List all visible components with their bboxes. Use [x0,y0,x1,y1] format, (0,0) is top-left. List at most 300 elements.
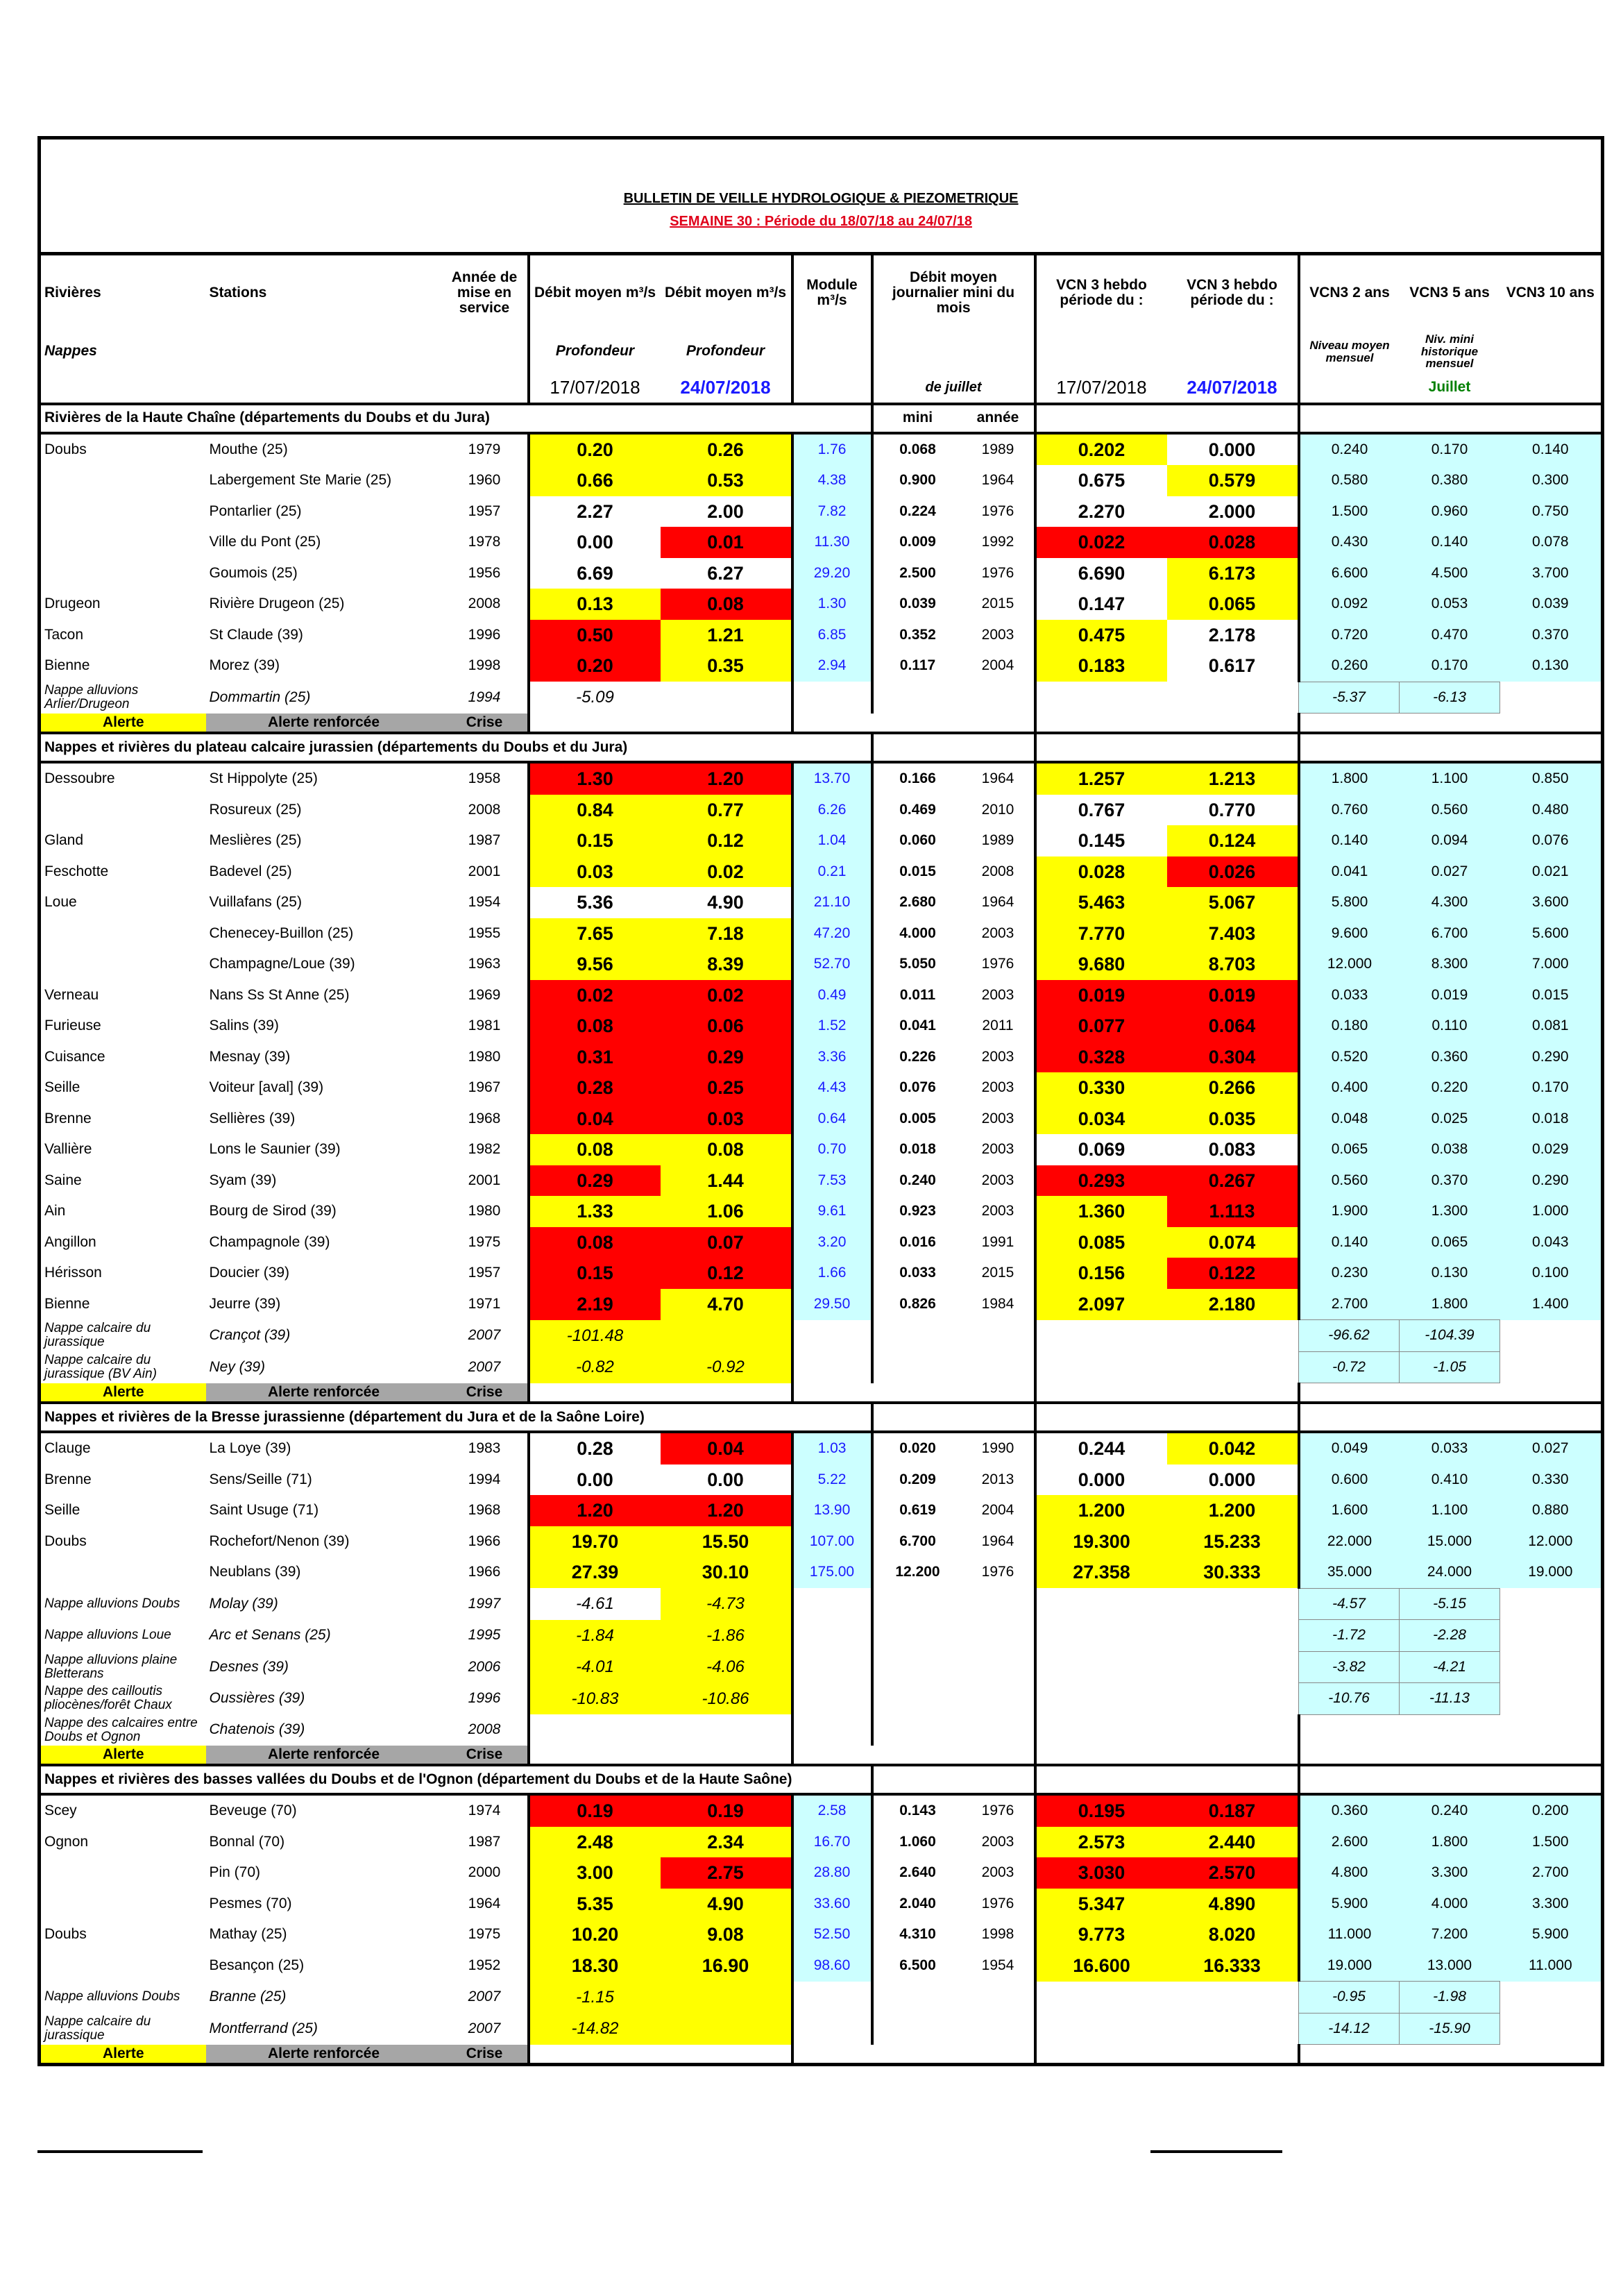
debit-mini-value: 2.500 [872,558,962,589]
profondeur-1: -5.09 [529,682,661,714]
station-row [40,1495,1603,1526]
debit-mini-value: 0.240 [872,1165,962,1197]
vcn3-5ans: 0.130 [1400,1258,1500,1289]
niveau-moyen: -14.12 [1299,2013,1400,2045]
station-row [40,1289,1603,1320]
vcn3-2ans: 2.700 [1299,1289,1400,1320]
debit-week-2: 0.04 [661,1432,792,1464]
legend-alerte: Alerte [40,2045,206,2065]
module-value: 47.20 [792,918,872,949]
debit-mini-year: 2003 [981,1141,1014,1158]
nappe-row [40,1651,1603,1683]
station-name: Vuillafans (25) [209,894,302,911]
legend-row [40,1383,1603,1403]
module-value: 21.10 [792,887,872,918]
blank [1167,1383,1299,1403]
blank [962,1620,1035,1652]
vcn3-10ans: 0.021 [1500,856,1603,888]
legend-crise: Crise [442,1746,529,1765]
year-in-service: 2001 [468,1172,501,1188]
debit-week-2: 0.35 [661,650,792,682]
section-title: Nappes et rivières de la Bresse jurassienne (département du Jura et de la Saône Loire) [40,1403,872,1432]
blank [872,1683,962,1715]
station-name: Bonnal (70) [209,1833,285,1850]
vcn3-5ans: 8.300 [1400,949,1500,980]
year-in-service: 1957 [468,503,501,519]
nappe-station: Montferrand (25) [209,2020,318,2036]
blank [872,1746,962,1765]
year-in-service: 2007 [468,1327,501,1344]
vcn3-10ans: 0.043 [1500,1227,1603,1258]
debit-week-1: 5.35 [529,1889,661,1920]
debit-week-1: 0.50 [529,620,661,651]
blank [792,2045,872,2065]
debit-week-1: 0.31 [529,1042,661,1073]
blank [792,2013,872,2045]
station-name: Mathay (25) [209,1926,287,1943]
station-row [40,1557,1603,1588]
blank [1035,1320,1167,1352]
debit-week-2: 1.06 [661,1196,792,1227]
module-value: 3.36 [792,1042,872,1073]
blank [872,2045,962,2065]
module-value: 0.64 [792,1104,872,1135]
nappe-name: Nappe des calcaires entre Doubs et Ognon [44,1715,198,1744]
vcn-week-2: 2.178 [1208,624,1256,645]
station-name: St Claude (39) [209,626,303,643]
debit-week-2: 0.19 [661,1794,792,1827]
debit-mini-year: 2015 [981,596,1014,612]
vcn3-2ans: 0.049 [1299,1432,1400,1464]
blank [1500,1683,1603,1715]
vcn3-10ans: 0.290 [1500,1042,1603,1073]
debit-week-2: 15.50 [661,1526,792,1558]
nappe-name: Nappe calcaire du jurassique (BV Ain) [44,1352,157,1381]
blank [661,1746,792,1765]
blank [1035,1683,1167,1715]
blank [962,1351,1035,1383]
header-niv-mini: Niv. mini historique mensuel [1420,332,1479,371]
legend-crise: Crise [442,2045,529,2065]
blank [1035,1588,1167,1620]
station-name: Champagnole (39) [209,1233,330,1250]
header-de-juillet: de juillet [872,373,1035,404]
vcn3-2ans: 6.600 [1299,558,1400,589]
profondeur-2 [661,682,792,714]
station-name: Salins (39) [209,1018,279,1034]
vcn3-2ans: 5.800 [1299,887,1400,918]
niveau-moyen: -10.76 [1299,1683,1400,1715]
year-in-service: 2006 [468,1658,501,1675]
nappe-row [40,1588,1603,1620]
blank [792,1383,872,1403]
debit-mini-year: 1998 [981,1926,1014,1943]
vcn3-10ans: 0.200 [1500,1794,1603,1827]
vcn-week-2: 0.035 [1167,1104,1299,1135]
river-name: Vallière [44,1141,92,1158]
nappe-row [40,1620,1603,1652]
header-debit-2: Débit moyen m³/s [664,284,787,301]
vcn-week-1: 3.030 [1035,1857,1167,1889]
vcn3-10ans: 2.700 [1500,1857,1603,1889]
station-row [40,589,1603,620]
station-name: Sens/Seille (71) [209,1471,312,1487]
module-value: 107.00 [792,1526,872,1558]
vcn-week-2: 1.113 [1167,1196,1299,1227]
vcn-week-1: 16.600 [1035,1950,1167,1982]
station-row [40,1919,1603,1950]
header-date-3: 17/07/2018 [1035,373,1167,404]
station-name: Neublans (39) [209,1564,301,1580]
vcn-week-1: 0.069 [1035,1134,1167,1165]
debit-mini-value: 0.015 [872,856,962,888]
station-row [40,1464,1603,1496]
vcn-week-1: 19.300 [1035,1526,1167,1558]
blank [792,1982,872,2014]
niv-mini-historique: -2.28 [1400,1620,1500,1652]
header-mini: mini [872,404,962,433]
debit-mini-year: 2013 [981,1471,1014,1487]
blank [1035,1651,1167,1683]
vcn3-10ans: 3.300 [1500,1889,1603,1920]
blank [529,1383,661,1403]
debit-mini-value: 1.060 [872,1827,962,1858]
river-name [40,918,206,949]
vcn3-10ans: 0.100 [1500,1258,1603,1289]
vcn3-5ans: 3.300 [1400,1857,1500,1889]
debit-mini-year: 2003 [981,1864,1014,1881]
niveau-moyen: -1.72 [1299,1620,1400,1652]
river-name: Doubs [44,1533,87,1549]
debit-mini-year: 2008 [981,863,1014,879]
vcn-week-2: 0.124 [1167,825,1299,856]
nappe-row [40,1982,1603,2014]
vcn-week-2: 2.570 [1167,1857,1299,1889]
vcn3-2ans: 0.180 [1299,1011,1400,1042]
year-in-service: 2008 [468,596,501,612]
blank [1035,1714,1167,1746]
debit-mini-year: 1992 [981,534,1014,550]
module-value: 175.00 [792,1557,872,1588]
vcn-week-1: 0.183 [1035,650,1167,682]
blank [1500,1351,1603,1383]
debit-mini-value: 0.060 [872,825,962,856]
debit-week-1: 2.48 [529,1827,661,1858]
debit-mini-value: 0.619 [872,1495,962,1526]
debit-week-2: 0.08 [661,589,792,620]
blank [1500,714,1603,734]
river-name: Ognon [44,1833,89,1850]
station-name: Sellières (39) [209,1110,296,1126]
year-in-service: 1998 [468,657,501,674]
blank [1299,714,1400,734]
debit-mini-value: 0.900 [872,465,962,496]
year-in-service: 1987 [468,1833,501,1850]
vcn-week-2: 0.042 [1167,1432,1299,1464]
niveau-moyen: -0.72 [1299,1351,1400,1383]
blank [1035,404,1167,433]
river-name: Verneau [44,986,99,1003]
station-name: Besançon (25) [209,1957,305,1973]
debit-mini-year: 2004 [981,1502,1014,1519]
blank [792,1351,872,1383]
vcn3-10ans: 5.900 [1500,1919,1603,1950]
niveau-moyen: -0.95 [1299,1982,1400,2014]
module-value: 1.66 [792,1258,872,1289]
vcn-week-1: 0.034 [1035,1104,1167,1135]
debit-mini-year: 1954 [981,1957,1014,1973]
vcn-week-1: 7.770 [1035,918,1167,949]
year-in-service: 2008 [468,801,501,818]
nappe-row [40,1714,1603,1746]
profondeur-2 [661,1982,792,2014]
blank [1400,2045,1500,2065]
vcn3-10ans: 0.480 [1500,795,1603,826]
vcn3-5ans: 0.170 [1400,650,1500,682]
debit-mini-value: 2.040 [872,1889,962,1920]
year-in-service: 1994 [468,1471,501,1487]
vcn-week-2: 0.267 [1167,1165,1299,1197]
vcn3-2ans: 0.430 [1299,527,1400,558]
vcn-week-2: 0.000 [1208,1469,1256,1490]
vcn-week-1: 0.019 [1035,980,1167,1011]
module-value: 4.43 [792,1072,872,1104]
river-name: Loue [44,894,77,911]
station-row [40,1794,1603,1827]
module-value: 6.85 [792,620,872,651]
vcn3-2ans: 0.230 [1299,1258,1400,1289]
station-row [40,856,1603,888]
blank [1167,1982,1299,2014]
debit-mini-value: 0.469 [872,795,962,826]
river-name [40,558,206,589]
vcn3-5ans: 0.360 [1400,1042,1500,1073]
station-row [40,1950,1603,1982]
debit-mini-year: 1989 [981,832,1014,849]
vcn3-5ans: 7.200 [1400,1919,1500,1950]
header-date-1: 17/07/2018 [529,373,661,404]
module-value: 7.53 [792,1165,872,1197]
vcn-week-2: 0.304 [1167,1042,1299,1073]
blank [962,1982,1035,2014]
debit-mini-value: 0.020 [872,1432,962,1464]
vcn-week-2: 1.200 [1167,1495,1299,1526]
blank [1400,1383,1500,1403]
debit-week-1: 0.08 [529,1011,661,1042]
debit-week-2: 0.53 [661,465,792,496]
debit-week-2: 0.12 [661,1258,792,1289]
module-value: 13.70 [792,762,872,795]
blank [1167,1746,1299,1765]
niveau-moyen [1299,1714,1400,1746]
vcn3-10ans: 0.039 [1500,589,1603,620]
header-mini [872,733,962,762]
blank [529,714,661,734]
debit-week-1: 0.19 [529,1794,661,1827]
debit-week-2: 2.34 [661,1827,792,1858]
vcn3-10ans: 0.140 [1500,433,1603,466]
debit-mini-value: 0.033 [872,1258,962,1289]
vcn-week-2: 1.213 [1167,762,1299,795]
header-annee-mini [962,1403,1035,1432]
year-in-service: 1974 [468,1803,501,1819]
niveau-moyen: -4.57 [1299,1588,1400,1620]
blank [872,1714,962,1746]
vcn-week-2: 0.064 [1167,1011,1299,1042]
niv-mini-historique: -104.39 [1400,1320,1500,1352]
vcn3-2ans: 35.000 [1299,1557,1400,1588]
module-value: 16.70 [792,1827,872,1858]
header-stations: Stations [209,284,267,301]
vcn3-10ans: 1.500 [1500,1827,1603,1858]
blank [1500,1651,1603,1683]
header-juillet: Juillet [1428,379,1471,396]
river-name [40,795,206,826]
debit-mini-value: 0.068 [872,433,962,466]
vcn-week-1: 0.328 [1035,1042,1167,1073]
module-value: 29.20 [792,558,872,589]
debit-mini-value: 12.200 [872,1557,962,1588]
header-profondeur-2: Profondeur [686,343,765,360]
debit-mini-value: 0.352 [872,620,962,651]
debit-mini-value: 0.166 [872,762,962,795]
blank [792,1620,872,1652]
debit-mini-year: 1976 [981,1895,1014,1911]
vcn3-5ans: 0.410 [1400,1464,1500,1496]
debit-week-2: 1.44 [661,1165,792,1197]
river-name: Gland [44,832,84,849]
blank [1500,1746,1603,1765]
blank [1167,404,1299,433]
vcn3-2ans: 0.260 [1299,650,1400,682]
debit-week-2: 6.27 [707,562,744,584]
year-in-service: 2007 [468,1358,501,1375]
vcn-week-2: 0.074 [1167,1227,1299,1258]
niv-mini-historique: -1.05 [1400,1351,1500,1383]
blank [872,1620,962,1652]
year-in-service: 1960 [468,472,501,489]
vcn3-2ans: 0.560 [1299,1165,1400,1197]
debit-mini-year: 1991 [981,1233,1014,1250]
blank [1167,1320,1299,1352]
vcn3-5ans: 0.240 [1400,1794,1500,1827]
vcn3-10ans: 3.600 [1500,887,1603,918]
debit-week-1: 0.28 [529,1072,661,1104]
vcn-week-2: 0.122 [1167,1258,1299,1289]
blank [1035,714,1167,734]
station-row [40,1104,1603,1135]
blank [1500,1982,1603,2014]
year-in-service: 1957 [468,1265,501,1281]
nappe-station: Molay (39) [209,1595,278,1612]
station-row [40,887,1603,918]
vcn3-2ans: 0.580 [1299,465,1400,496]
vcn-week-2: 7.403 [1167,918,1299,949]
vcn3-10ans: 0.330 [1500,1464,1603,1496]
vcn3-2ans: 0.360 [1299,1794,1400,1827]
river-name [40,527,206,558]
station-name: La Loye (39) [209,1440,291,1457]
vcn3-5ans: 0.110 [1400,1011,1500,1042]
vcn3-5ans: 0.025 [1400,1104,1500,1135]
debit-week-2: 4.70 [661,1289,792,1320]
debit-mini-value: 0.224 [872,496,962,527]
nappe-station: Dommartin (25) [209,689,311,705]
vcn-week-1: 2.097 [1035,1289,1167,1320]
year-in-service: 1980 [468,1203,501,1219]
debit-week-2: 30.10 [661,1557,792,1588]
debit-mini-year: 2011 [982,1018,1014,1034]
year-in-service: 1987 [468,832,501,849]
vcn3-10ans: 5.600 [1500,918,1603,949]
blank [1167,682,1299,714]
vcn3-10ans: 0.015 [1500,980,1603,1011]
vcn-week-2: 2.000 [1208,500,1256,522]
debit-mini-value: 0.011 [872,980,962,1011]
vcn-week-2: 4.890 [1167,1889,1299,1920]
blank [962,1320,1035,1352]
debit-week-2: 0.01 [661,527,792,558]
debit-mini-value: 2.640 [872,1857,962,1889]
blank [792,1746,872,1765]
debit-week-2: 1.21 [661,620,792,651]
vcn-week-1: 27.358 [1035,1557,1167,1588]
nappe-name: Nappe des cailloutis pliocènes/forêt Chaux [44,1684,172,1713]
blank [962,1683,1035,1715]
debit-week-1: 0.20 [529,650,661,682]
blank [1035,1620,1167,1652]
year-in-service: 1969 [468,986,501,1003]
debit-mini-year: 2010 [981,801,1014,818]
vcn3-2ans: 19.000 [1299,1950,1400,1982]
station-name: Syam (39) [209,1172,277,1188]
debit-week-2: 0.03 [661,1104,792,1135]
vcn-week-1: 5.347 [1035,1889,1167,1920]
legend-alerte-renforcee: Alerte renforcée [206,714,442,734]
river-name: Doubs [44,1926,87,1943]
river-name: Hérisson [44,1265,102,1281]
river-name: Cuisance [44,1048,105,1065]
station-name: Mesnay (39) [209,1048,291,1065]
vcn3-5ans: 1.100 [1400,1495,1500,1526]
year-in-service: 1964 [468,1895,501,1911]
blank [792,1651,872,1683]
blank [1167,1683,1299,1715]
debit-week-1: 2.27 [529,496,661,527]
vcn3-2ans: 0.041 [1299,856,1400,888]
vcn3-5ans: 0.065 [1400,1227,1500,1258]
vcn-week-1: 1.257 [1035,762,1167,795]
vcn3-2ans: 0.400 [1299,1072,1400,1104]
blank [872,1320,962,1352]
station-row [40,1857,1603,1889]
nappe-row [40,2013,1603,2045]
year-in-service: 2000 [468,1864,501,1881]
river-name: Furieuse [44,1018,101,1034]
blank [792,682,872,714]
debit-mini-year: 1976 [981,503,1014,519]
blank [1299,1765,1603,1794]
year-in-service: 1980 [468,1048,501,1065]
debit-mini-value: 6.700 [872,1526,962,1558]
vcn-week-2: 0.770 [1208,799,1256,820]
debit-week-1: 0.00 [529,1464,661,1496]
river-name [40,1889,206,1920]
module-value: 28.80 [792,1857,872,1889]
debit-mini-year: 2003 [981,1203,1014,1219]
vcn-week-1: 0.147 [1035,589,1167,620]
module-value: 13.90 [792,1495,872,1526]
